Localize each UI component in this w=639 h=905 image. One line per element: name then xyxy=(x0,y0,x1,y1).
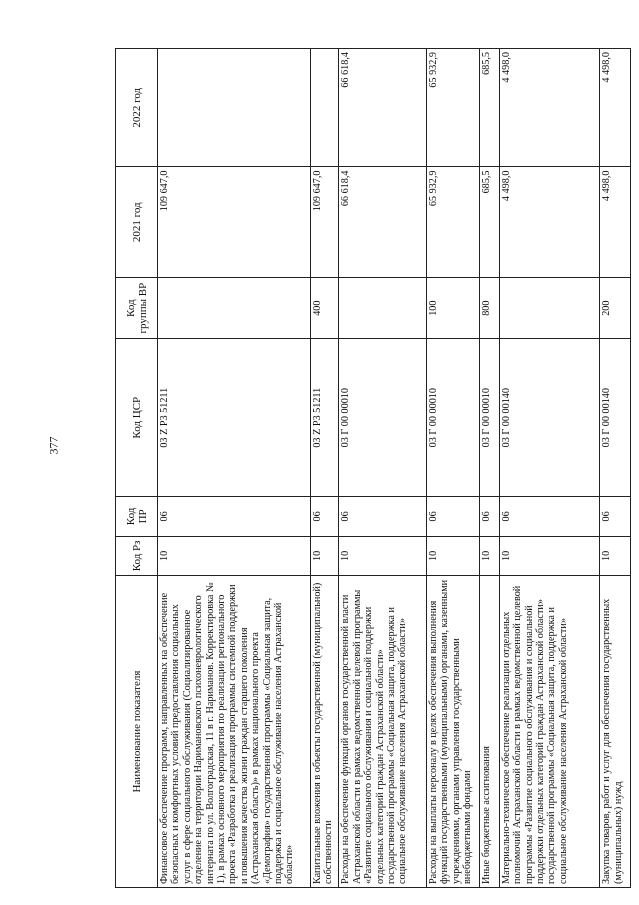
row-pr: 06 xyxy=(600,497,631,536)
row-rz: 10 xyxy=(339,536,426,575)
row-csr: 03 Г 00 00140 xyxy=(600,339,631,497)
row-name: Закупка товаров, работ и услуг для обеспечения государственных (муниципальных) нужд xyxy=(600,576,631,888)
row-pr: 06 xyxy=(426,497,479,536)
header-pr: Код ПР xyxy=(116,497,158,536)
row-2021: 109 647,0 xyxy=(310,167,338,278)
row-csr: 03 Г 00 00010 xyxy=(480,339,500,497)
table-row xyxy=(600,49,631,888)
budget-table xyxy=(115,48,631,888)
row-name: Материально-техническое обеспечение реализации отдельных полномочий Астраханской области в рамках ведомственной целевой программы «Развитие социального обслуживания и социальной поддержки отдельных категорий граждан Астраханской области» государственной программы «Социальная защита, поддержка и социальное обслуживание населения Астраханской области» xyxy=(499,576,600,888)
row-2022: 66 618,4 xyxy=(339,49,426,168)
row-pr: 06 xyxy=(499,497,600,536)
row-2022: 4 498,0 xyxy=(499,49,600,168)
row-vr xyxy=(499,278,600,339)
row-2022: 65 932,9 xyxy=(426,49,479,168)
header-csr: Код ЦСР xyxy=(116,339,158,497)
row-csr: 03 Г 00 00140 xyxy=(499,339,600,497)
row-vr xyxy=(339,278,426,339)
row-name: Капитальные вложения в объекты государственной (муниципальной) собственности xyxy=(310,576,338,888)
row-pr: 06 xyxy=(158,497,311,536)
row-vr: 100 xyxy=(426,278,479,339)
header-name: Наименование показателя xyxy=(116,576,158,888)
row-csr: 03 Z P3 51211 xyxy=(310,339,338,497)
row-2022 xyxy=(310,49,338,168)
row-name: Финансовое обеспечение программ, направленных на обеспечение безопасных и комфортных условий предоставления социальных услуг в сфере социального обслуживания (Социализированное отделение на территории Наримановского психоневрологического интерната по ул. Волгоградская, 11 в г. Нариманов. Корректировка № 1), в рамках основного мероприятия по реализации регионального проекта «Разработка и реализация программы системной поддержки и повышения качества жизни граждан старшего поколения (Астраханская область)» в рамках национального проекта «Демография» государственной программы «Социальная защита, поддержка и социальное обслуживание населения Астраханской области» xyxy=(158,576,311,888)
row-rz: 10 xyxy=(480,536,500,575)
row-rz: 10 xyxy=(600,536,631,575)
row-vr: 800 xyxy=(480,278,500,339)
row-rz: 10 xyxy=(310,536,338,575)
page-number: 377 xyxy=(46,436,61,455)
row-vr: 200 xyxy=(600,278,631,339)
row-2021: 109 647,0 xyxy=(158,167,311,278)
table-row xyxy=(310,49,338,888)
rotated-table-wrapper xyxy=(115,48,631,888)
row-2022 xyxy=(158,49,311,168)
table-row xyxy=(480,49,500,888)
row-2021: 685,5 xyxy=(480,167,500,278)
header-vr: Код группы ВР xyxy=(116,278,158,339)
row-2022: 4 498,0 xyxy=(600,49,631,168)
header-2022: 2022 год xyxy=(116,49,158,168)
row-pr: 06 xyxy=(339,497,426,536)
row-pr: 06 xyxy=(310,497,338,536)
row-name: Расходы на выплаты персоналу в целях обеспечения выполнения функций государственными (муниципальными) органами, казенными учреждениями, органами управления государственными внебюджетными фондами xyxy=(426,576,479,888)
row-rz: 10 xyxy=(158,536,311,575)
row-name: Расходы на обеспечение функций органов государственной власти Астраханской области в рамках ведомственной целевой программы «Развитие социального обслуживания и социальной поддержки отдельных категорий граждан Астраханской области» государственной программы «Социальная защита, поддержка и социальное обслуживание населения Астраханской области» xyxy=(339,576,426,888)
table-row xyxy=(339,49,426,888)
row-vr: 400 xyxy=(310,278,338,339)
row-rz: 10 xyxy=(499,536,600,575)
row-2021: 66 618,4 xyxy=(339,167,426,278)
row-pr: 06 xyxy=(480,497,500,536)
row-csr: 03 Z P3 51211 xyxy=(158,339,311,497)
row-csr: 03 Г 00 00010 xyxy=(339,339,426,497)
header-rz: Код Рз xyxy=(116,536,158,575)
row-name: Иные бюджетные ассигнования xyxy=(480,576,500,888)
header-2021: 2021 год xyxy=(116,167,158,278)
row-2022: 685,5 xyxy=(480,49,500,168)
table-row xyxy=(158,49,311,888)
table-row xyxy=(426,49,479,888)
row-2021: 65 932,9 xyxy=(426,167,479,278)
row-csr: 03 Г 00 00010 xyxy=(426,339,479,497)
row-2021: 4 498,0 xyxy=(499,167,600,278)
row-rz: 10 xyxy=(426,536,479,575)
row-2021: 4 498,0 xyxy=(600,167,631,278)
table-row xyxy=(499,49,600,888)
row-vr xyxy=(158,278,311,339)
